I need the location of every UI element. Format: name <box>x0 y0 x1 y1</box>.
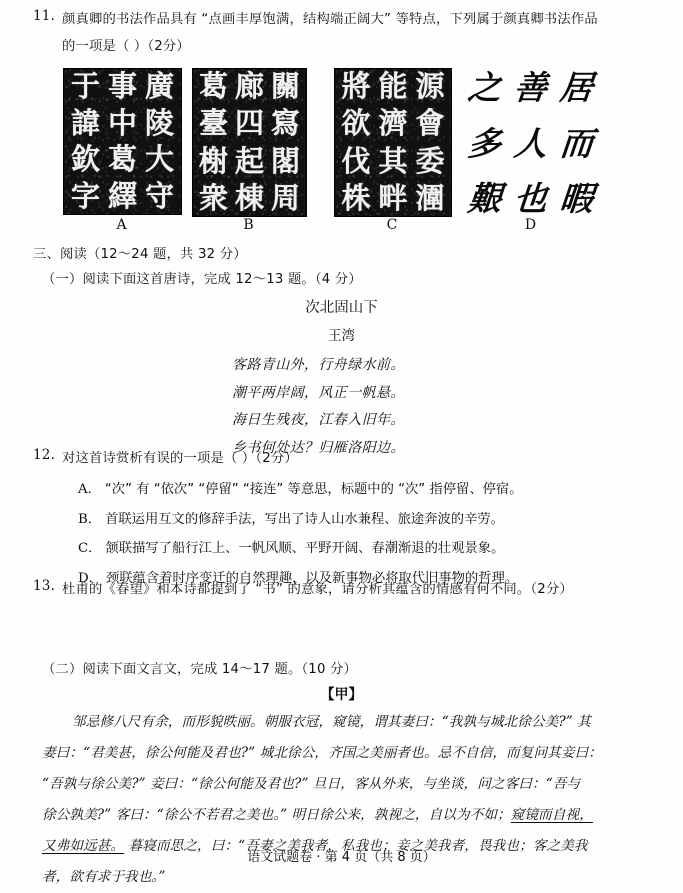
classical-line <box>42 862 642 893</box>
poem-line: 潮平两岸阔，风正一帆悬。 <box>232 384 405 401</box>
glyph: 守 <box>144 178 174 213</box>
glyph: 畔 <box>378 180 408 215</box>
calligraphy-image-row <box>0 68 683 233</box>
glyph: 多 <box>466 123 503 163</box>
question-13-stem: 杜甫的《春望》和本诗都提到了 “书” 的意象，请分析其蕴含的情感有何不同。（2分） <box>62 582 573 597</box>
glyph: 廊 <box>234 69 264 103</box>
option-text-a: “次” 有 “依次” “停留” “接连” 等意思，标题中的 “次” 指停留、停宿。 <box>104 482 523 497</box>
calligraphy-plate-b[interactable] <box>192 68 307 217</box>
classical-segment: 邹忌修八尺有余，而形貌昳丽。朝服衣冠，窥镜，谓其妻曰：“我孰与城北徐公美?” 其 <box>72 714 591 730</box>
section-three-heading: 三、阅读（12～24 题，共 32 分） <box>33 247 247 262</box>
calligraphy-plate-c[interactable] <box>334 68 452 217</box>
scan-watermark <box>572 862 576 871</box>
calligraphy-plate-d[interactable] <box>458 68 603 218</box>
classical-segment: 暮寝而思之，曰：“吾妻之美我者，私我也；妾之美我者，畏我也；客之美我 <box>124 838 588 854</box>
classical-line <box>42 738 642 769</box>
page-footer: 语文试题卷 · 第 4 页（共 8 页） <box>247 850 436 865</box>
classical-line <box>42 769 642 800</box>
glyph: 大 <box>144 142 174 177</box>
question-13-number: 13. <box>33 578 56 594</box>
glyph: 能 <box>378 69 408 103</box>
question-12-option-c[interactable] <box>78 534 523 564</box>
plate-a-column-2 <box>104 69 141 214</box>
poem-author: 王湾 <box>328 328 355 344</box>
plate-b-column-3 <box>196 69 232 216</box>
classical-segment-underlined: 又弗如远甚。 <box>42 838 125 854</box>
glyph: 將 <box>341 69 371 103</box>
glyph: 中 <box>107 105 137 140</box>
poem-line: 海日生残夜，江春入旧年。 <box>232 412 405 428</box>
glyph: 株 <box>341 180 371 215</box>
glyph: 棟 <box>234 180 264 215</box>
glyph: 衆 <box>198 180 228 215</box>
plate-b-column-1 <box>268 69 304 216</box>
option-text-c: 颔联描写了船行江上、一帆风顺、平野开阔、春潮渐退的壮观景象。 <box>105 541 505 556</box>
classical-passage-body <box>42 707 642 893</box>
glyph: 暇 <box>558 179 595 218</box>
plate-c-column-1 <box>412 69 449 216</box>
glyph: 廣 <box>144 69 174 103</box>
poem-line: 乡书何处达？归雁洛阳边。 <box>232 439 405 456</box>
glyph: 繹 <box>107 178 137 213</box>
glyph: 榭 <box>198 143 228 178</box>
option-letter-c: C． <box>78 541 102 556</box>
glyph: 源 <box>415 69 445 103</box>
classical-segment: “吾孰与徐公美?” 妾曰：“徐公何能及君也?” 旦日，客从外来，与坐谈，问之客曰：“吾与 <box>42 776 581 792</box>
plate-label-a: A <box>116 217 127 233</box>
plate-d-column-3 <box>462 68 508 218</box>
question-11-number: 11. <box>33 8 56 24</box>
glyph: 濟 <box>378 106 408 141</box>
glyph: 事 <box>107 69 137 103</box>
classical-line <box>42 707 642 738</box>
glyph: 而 <box>558 123 595 163</box>
question-11-stem-line1: 颜真卿的书法作品具有 “点画丰厚饱满，结构端正阔大” 等特点，下列属于颜真卿书法作品 <box>62 12 598 27</box>
section-three-sub1: （一）阅读下面这首唐诗，完成 12～13 题。（4 分） <box>42 272 362 287</box>
glyph: 葛 <box>198 69 228 103</box>
glyph: 潿 <box>415 180 445 215</box>
glyph: 會 <box>415 106 445 141</box>
glyph: 其 <box>378 143 408 178</box>
calligraphy-plate-a[interactable] <box>63 68 182 215</box>
glyph: 也 <box>512 179 549 218</box>
glyph: 字 <box>70 178 100 213</box>
glyph: 欽 <box>70 142 100 177</box>
option-text-b: 首联运用互文的修辞手法，写出了诗人山水兼程、旅途奔波的辛劳。 <box>105 511 504 527</box>
glyph: 寫 <box>270 106 300 141</box>
glyph: 臺 <box>198 106 228 141</box>
classical-segment: 妻曰：“君美甚，徐公何能及君也?” 城北徐公，齐国之美丽者也。忌不自信，而复问其妾曰： <box>42 745 602 761</box>
question-12-number: 12. <box>33 447 56 463</box>
glyph: 人 <box>512 123 549 163</box>
classical-segment: 徐公孰美?” 客曰：“徐公不若君之美也。” 明日徐公来，孰视之，自以为不如； <box>42 807 511 823</box>
glyph: 之 <box>466 68 503 107</box>
poem-body <box>232 352 405 462</box>
plate-b-column-2 <box>232 69 268 216</box>
plate-c-column-2 <box>375 69 412 216</box>
glyph: 委 <box>415 143 445 178</box>
glyph: 欲 <box>341 106 371 141</box>
glyph: 周 <box>270 180 300 215</box>
plate-c-column-3 <box>338 69 375 216</box>
glyph: 葛 <box>107 142 137 177</box>
passage-marker-jia: 【甲】 <box>320 687 363 703</box>
option-letter-b: B． <box>78 511 102 527</box>
plate-a-column-1 <box>141 69 178 214</box>
poem-line: 客路青山外，行舟绿水前。 <box>232 357 405 373</box>
glyph: 伐 <box>341 143 371 178</box>
classical-segment-underlined: 窥镜而自视， <box>510 807 593 823</box>
question-12-options <box>78 475 523 593</box>
question-11-stem-line2: 的一项是（ ）（2分） <box>62 39 190 54</box>
glyph: 居 <box>558 68 595 107</box>
poem-title: 次北固山下 <box>305 300 378 316</box>
question-12-option-a[interactable] <box>78 475 523 505</box>
glyph: 關 <box>270 69 300 103</box>
glyph: 起 <box>234 143 264 178</box>
glyph: 閣 <box>270 143 300 178</box>
plate-label-d: D <box>524 217 537 233</box>
plate-d-column-1 <box>554 68 600 218</box>
plate-d-column-2 <box>508 68 554 218</box>
glyph: 四 <box>234 106 264 141</box>
plate-label-b: B <box>243 217 254 233</box>
plate-a-column-3 <box>67 69 104 214</box>
classical-line <box>42 800 642 831</box>
glyph: 諱 <box>70 105 100 140</box>
option-letter-d: D． <box>78 570 102 586</box>
question-12-option-b[interactable] <box>78 505 523 535</box>
classical-segment: 者，欲有求于我也。” <box>42 869 166 885</box>
glyph: 艱 <box>466 179 503 218</box>
glyph: 善 <box>512 68 549 107</box>
option-text-d: 颈联蕴含着时序变迁的自然理趣，以及新事物必将取代旧事物的哲理。 <box>105 570 519 586</box>
glyph: 陵 <box>144 105 174 140</box>
plate-label-c: C <box>386 217 398 233</box>
glyph: 于 <box>70 69 100 103</box>
question-12-stem: 对这首诗赏析有误的一项是（ ）（2分） <box>62 451 298 466</box>
option-letter-a: A． <box>78 482 101 497</box>
section-three-sub2: （二）阅读下面文言文，完成 14～17 题。（10 分） <box>42 662 358 677</box>
